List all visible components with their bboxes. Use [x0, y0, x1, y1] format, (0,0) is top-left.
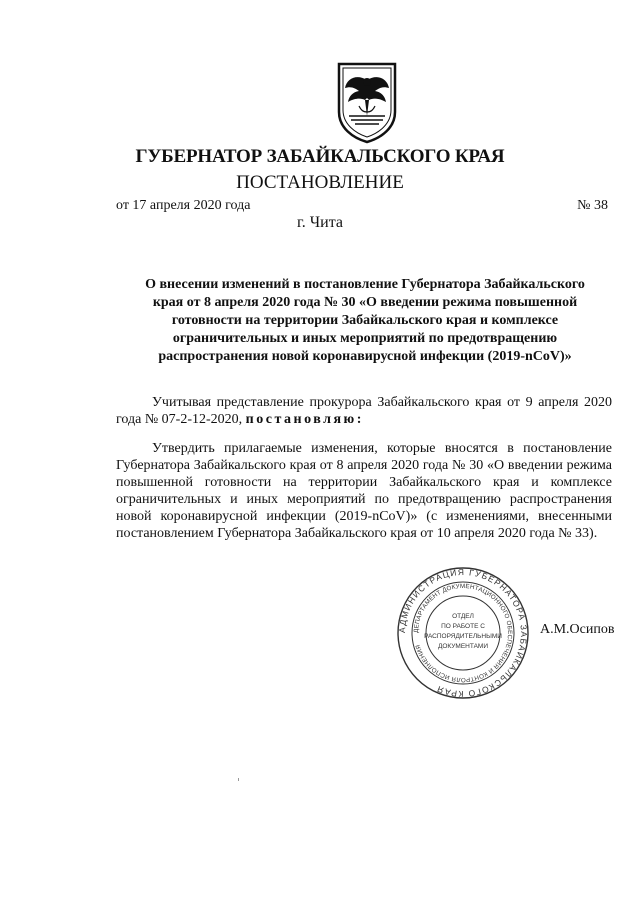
title-line: распространения новой коронавирусной инфекции (2019-nCoV)» [158, 349, 572, 364]
preamble-paragraph [116, 394, 612, 428]
scan-speck [238, 778, 239, 781]
document-number: № 38 [577, 198, 608, 213]
document-date: от 17 апреля 2020 года [116, 198, 251, 213]
seal-center-line: ДОКУМЕНТАМИ [437, 643, 489, 650]
document-city: г. Чита [296, 214, 343, 231]
title-line: ограничительных и иных мероприятий по предотвращению [172, 331, 558, 346]
preamble-text: Учитывая представление прокурора Забайкальского края от 9 апреля 2020 года № 07-2-12-2020, [116, 395, 612, 427]
signatory-name: А.М.Осипов [540, 622, 615, 637]
issuing-authority: ГУБЕРНАТОР ЗАБАЙКАЛЬСКОГО КРАЯ [135, 146, 505, 167]
seal-center-line: РАСПОРЯДИТЕЛЬНЫМИ [424, 633, 502, 640]
decree-word: постановляю: [245, 412, 364, 427]
seal-center-line: ПО РАБОТЕ С [441, 623, 485, 630]
decree-paragraph: Утвердить прилагаемые изменения, которые вносятся в постановление Губернатора Забайкальского края от 8 апреля 2020 года № 30 «О введении режима повышенной готовности на территории Забайкальского края и комплексе ограничительных и иных мероприятий по предотвращению распространения новой коронавирусной инфекции (2019-nCoV)» (с изменениями, внесенными постановлением Губернатора Забайкальского края от 10 апреля 2020 года № 33). [116, 441, 612, 541]
document-title [118, 276, 612, 366]
seal-center-line: ОТДЕЛ [452, 613, 474, 620]
official-seal [396, 566, 530, 700]
seal-outer-text: АДМИНИСТРАЦИЯ ГУБЕРНАТОРА ЗАБАЙКАЛЬСКОГО КРАЯ [396, 566, 530, 700]
title-line: О внесении изменений в постановление Губернатора Забайкальского [145, 277, 585, 292]
coat-of-arms-icon [335, 60, 399, 144]
document-type: ПОСТАНОВЛЕНИЕ [236, 172, 404, 193]
title-line: края от 8 апреля 2020 года № 30 «О введении режима повышенной [152, 295, 578, 310]
seal-inner-text: ДЕПАРТАМЕНТ ДОКУМЕНТАЦИОННОГО ОБЕСПЕЧЕНИЯ И КОНТРОЛЯ ИСПОЛНЕНИЯ [412, 582, 514, 684]
title-line: готовности на территории Забайкальского края и комплексе [171, 313, 559, 328]
